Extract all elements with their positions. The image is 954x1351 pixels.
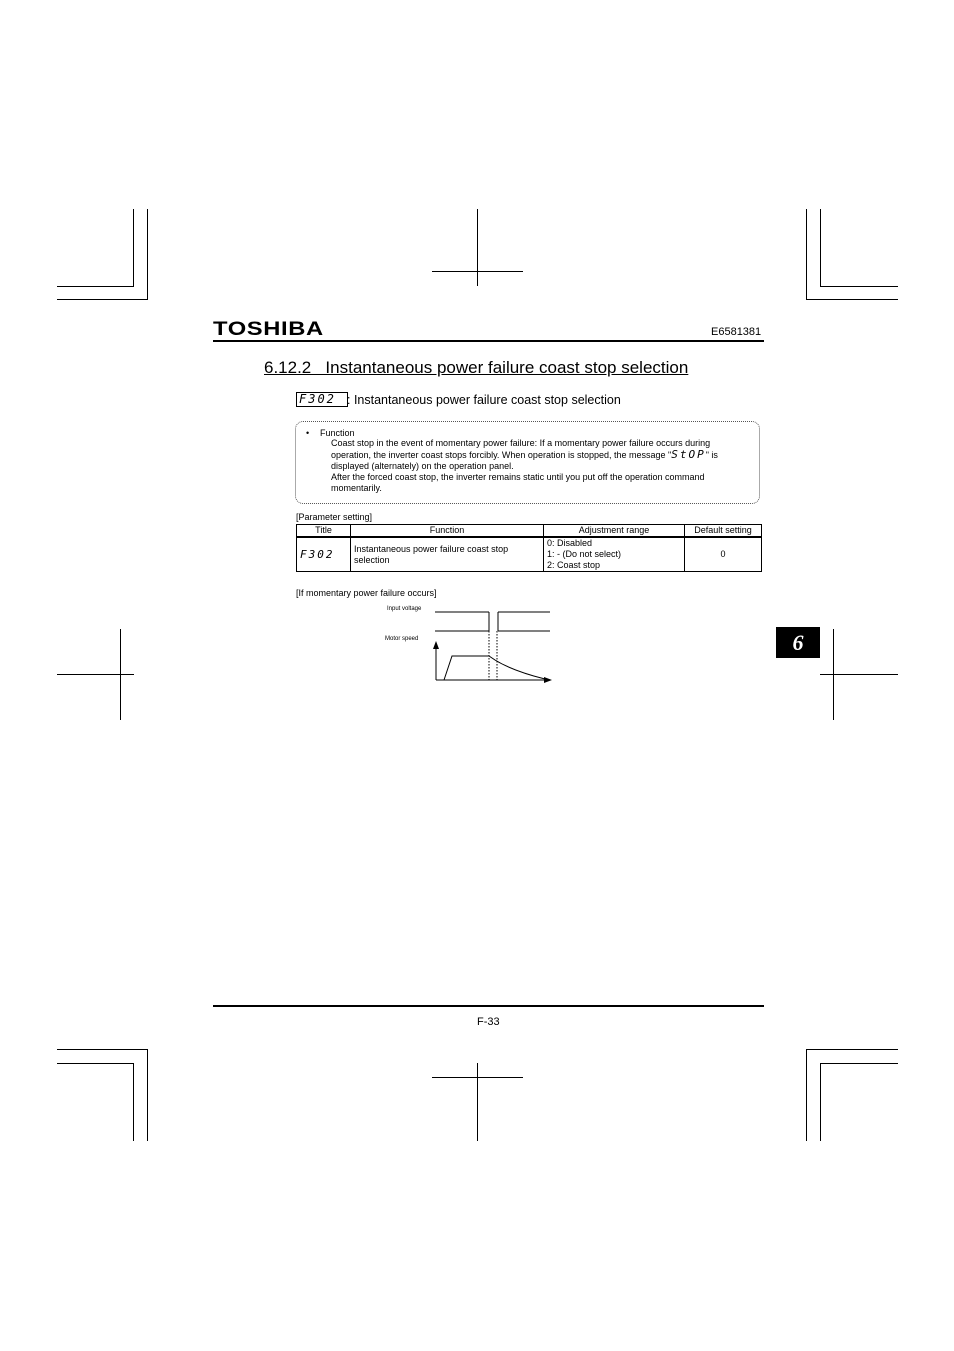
x-axis-arrow	[544, 677, 552, 683]
parameter-heading: : Instantaneous power failure coast stop selection	[347, 393, 621, 407]
param-setting-caption: [Parameter setting]	[296, 512, 373, 522]
col-header-range: Adjustment range	[544, 525, 685, 538]
input-voltage-label: Input voltage	[387, 606, 422, 612]
footer-rule	[213, 1005, 764, 1007]
parameter-code-display: F302	[296, 392, 348, 407]
cell-title: F302	[297, 537, 351, 572]
timing-diagram	[420, 600, 560, 690]
doc-number: E6581381	[711, 326, 762, 338]
y-axis-arrow	[433, 641, 439, 649]
section-title: 6.12.2 Instantaneous power failure coast stop selection	[264, 358, 689, 377]
col-header-default: Default setting	[685, 525, 762, 538]
function-line-5: momentarily.	[331, 483, 382, 493]
function-line-3: displayed (alternately) on the operation panel.	[331, 461, 514, 471]
function-line-2: operation, the inverter coast stops forcibly. When operation is stopped, the message "StOP" is	[331, 448, 718, 461]
header-rule	[213, 340, 764, 342]
stop-code-display: StOP	[671, 448, 706, 461]
parameter-table	[296, 524, 762, 572]
chapter-tab: 6	[776, 627, 820, 658]
motor-speed-curve	[444, 656, 545, 680]
cell-default: 0	[685, 537, 762, 572]
motor-speed-label: Motor speed	[385, 636, 419, 642]
function-description	[331, 438, 746, 494]
function-line-4: After the forced coast stop, the inverter remains static until you put off the operation command	[331, 472, 705, 482]
brand-logo: TOSHIBA	[213, 319, 324, 340]
function-line-1: Coast stop in the event of momentary power failure: If a momentary power failure occurs during	[331, 438, 711, 448]
col-header-function: Function	[351, 525, 544, 538]
cell-range: 0: Disabled 1: - (Do not select) 2: Coast stop	[544, 537, 685, 572]
bullet: •	[306, 428, 310, 438]
cell-function: Instantaneous power failure coast stop selection	[351, 537, 544, 572]
table-header-row	[297, 525, 762, 538]
function-label: Function	[320, 428, 355, 438]
col-header-title: Title	[297, 525, 351, 538]
table-row	[297, 537, 762, 572]
page-number: F-33	[477, 1016, 500, 1028]
timing-caption: [If momentary power failure occurs]	[296, 588, 437, 598]
